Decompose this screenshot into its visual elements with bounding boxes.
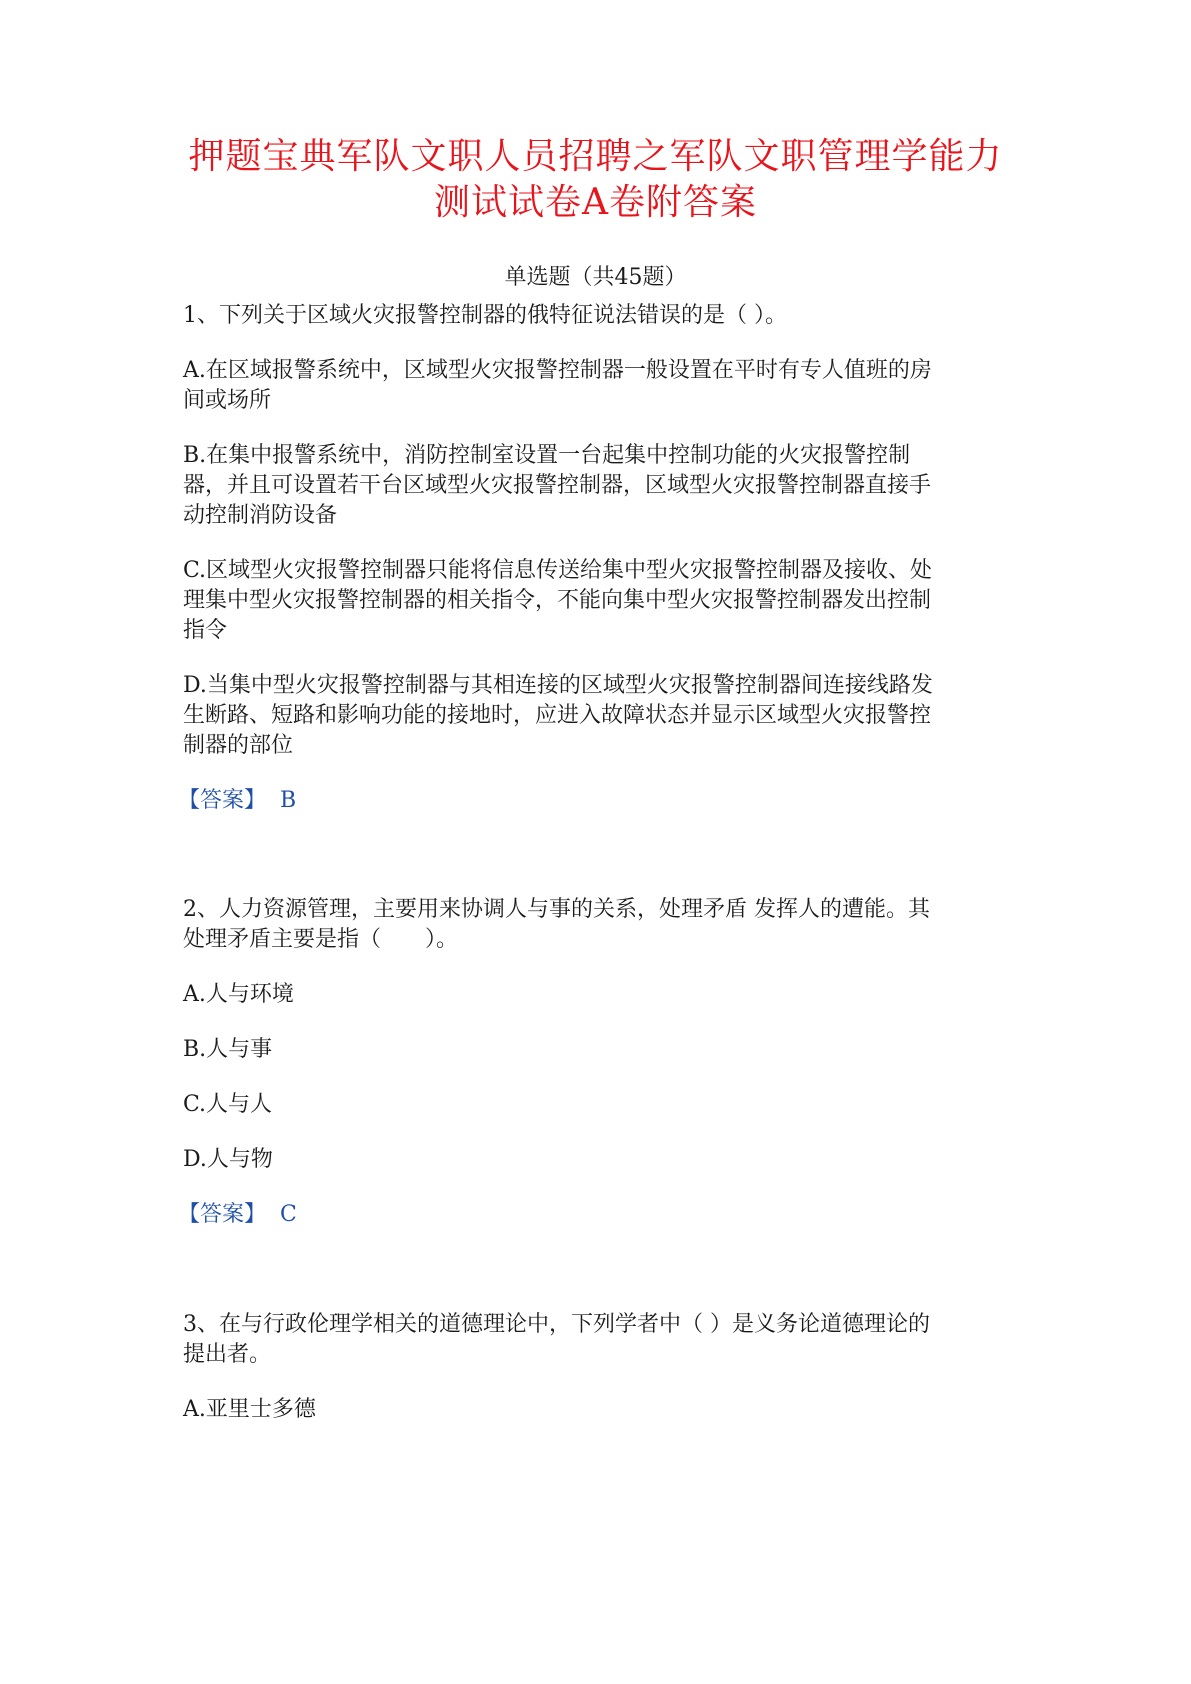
question-1-option-b: B.在集中报警系统中，消防控制室设置一台起集中控制功能的火灾报警控制 — [183, 443, 911, 468]
question-2-option-c: C.人与人 — [183, 1092, 273, 1117]
question-2-option-d: D.人与物 — [183, 1147, 273, 1172]
answer-tag: 【答案】 — [178, 1202, 267, 1227]
question-2-option-b: B.人与事 — [183, 1037, 273, 1062]
question-1-option-c: 指令 — [183, 618, 228, 643]
question-2-answer — [178, 1200, 297, 1230]
question-3-stem: 3、在与行政伦理学相关的道德理论中，下列学者中（ ）是义务论道德理论的 — [183, 1312, 930, 1337]
question-2-option-a: A.人与环境 — [183, 982, 294, 1007]
question-1-option-d: D.当集中型火灾报警控制器与其相连接的区域型火灾报警控制器间连接线路发 — [183, 673, 933, 698]
question-1-option-b: 动控制消防设备 — [183, 503, 338, 528]
question-2-stem: 处理矛盾主要是指（ ）。 — [183, 927, 459, 952]
question-1-option-a: A.在区域报警系统中，区域型火灾报警控制器一般设置在平时有专人值班的房 — [183, 358, 932, 383]
question-3-stem: 提出者。 — [183, 1342, 272, 1367]
document-title-line-2: 测试试卷A卷附答案 — [434, 182, 757, 223]
document-title-line-1: 押题宝典军队文职人员招聘之军队文职管理学能力 — [188, 136, 1003, 177]
question-3-option-a: A.亚里士多德 — [183, 1397, 316, 1422]
question-1-stem: 1、下列关于区域火灾报警控制器的俄特征说法错误的是（ ）。 — [183, 303, 787, 328]
answer-value: C — [280, 1202, 297, 1227]
question-1-option-c: 理集中型火灾报警控制器的相关指令，不能向集中型火灾报警控制器发出控制 — [183, 588, 932, 613]
question-1-option-c: C.区域型火灾报警控制器只能将信息传送给集中型火灾报警控制器及接收、处 — [183, 558, 933, 583]
question-1-answer — [178, 786, 296, 816]
section-heading: 单选题（共45题） — [504, 265, 687, 290]
question-2-stem: 2、人力资源管理，主要用来协调人与事的关系，处理矛盾 发挥人的遭能。其 — [183, 897, 930, 922]
answer-value: B — [280, 788, 297, 813]
question-1-option-b: 器，并且可设置若干台区域型火灾报警控制器，区域型火灾报警控制器直接手 — [183, 473, 932, 498]
answer-tag: 【答案】 — [178, 788, 267, 813]
question-1-option-a: 间或场所 — [183, 388, 272, 413]
question-1-option-d: 制器的部位 — [183, 733, 294, 758]
question-1-option-d: 生断路、短路和影响功能的接地时，应进入故障状态并显示区域型火灾报警控 — [183, 703, 932, 728]
